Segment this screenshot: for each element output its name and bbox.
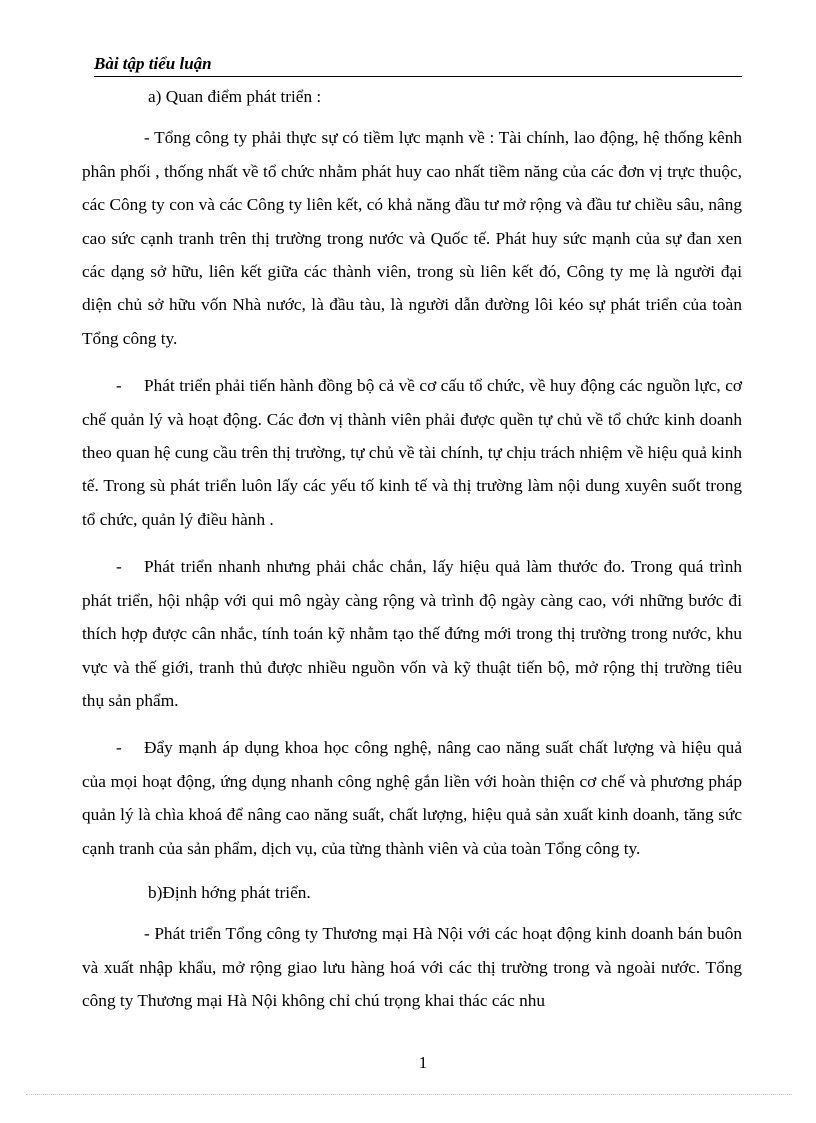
section-a-heading: a) Quan điểm phát triển : — [148, 87, 322, 106]
bullet-text-3: Đẩy mạnh áp dụng khoa học công nghệ, nâng cao năng suất chất lượng và hiệu quả của mọi hoạt động, ứng dụng nhanh công nghệ gắn liền với hoàn thiện cơ chế và phương pháp quản lý là chìa khoá để nâng cao năng suất, chất lượng, hiệu quả sản xuất kinh doanh, tăng sức cạnh tranh của sản phẩm, dịch vụ, của từng thành viên và của toàn Tổng công ty. — [82, 738, 742, 858]
page-bottom-divider — [26, 1094, 792, 1095]
bullet-text-2: Phát triển nhanh nhưng phải chắc chắn, lấy hiệu quả làm thước đo. Trong quá trình phát triển, hội nhập với qui mô ngày càng rộng và trình độ ngày càng cao, với những bước đi thích hợp được cân nhắc, tính toán kỹ nhằm tạo thế đứng mới trong thị trường trong nước, khu vực và thế giới, tranh thủ được nhiều nguồn vốn và kỹ thuật tiến bộ, mở rộng thị trường tiêu thụ sản phẩm. — [82, 557, 742, 710]
page-header — [94, 52, 742, 77]
bullet-item-2 — [82, 550, 742, 717]
header-title: Bài tập tiểu luận — [94, 54, 212, 73]
bullet-item-1 — [82, 369, 742, 536]
bullet-dash-2: - — [116, 557, 122, 577]
bullet-item-3 — [82, 731, 742, 865]
section-a-intro-paragraph: - Tổng công ty phải thực sự có tiềm lực mạnh về : Tài chính, lao động, hệ thống kênh phân phối , thống nhất về tổ chức nhằm phát huy cao nhất tiềm năng của các đơn vị trực thuộc, các Công ty con và các Công ty liên kết, có khả năng đầu tư mở rộng và đầu tư chiều sâu, nâng cao sức cạnh tranh trên thị trường trong nước và Quốc tế. Phát huy sức mạnh của sự đan xen các dạng sở hữu, liên kết giữa các thành viên, trong sù liên kết đó, Công ty mẹ là người đại diện chủ sở hữu vốn Nhà nước, là đầu tàu, là người dẫn đường lôi kéo sự phát triển của toàn Tổng công ty. — [82, 128, 742, 348]
document-body — [82, 80, 742, 1018]
section-b-paragraph: - Phát triển Tổng công ty Thương mại Hà Nội với các hoạt động kinh doanh bán buôn và xuất nhập khẩu, mở rộng giao lưu hàng hoá với các thị trường trong và ngoài nước. Tổng công ty Thương mại Hà Nội không chỉ chú trọng khai thác các nhu — [82, 924, 742, 1011]
bullet-dash-1: - — [116, 376, 122, 396]
bullet-dash-3: - — [116, 738, 122, 758]
bullet-text-1: Phát triển phải tiến hành đồng bộ cả về cơ cấu tổ chức, về huy động các nguồn lực, cơ chế quản lý và hoạt động. Các đơn vị thành viên phải được quền tự chủ về tổ chức kinh doanh theo quan hệ cung cầu trên thị trường, tự chủ về tài chính, tự chịu trách nhiệm về hiệu quả kinh tế. Trong sù phát triển luôn lấy các yếu tố kinh tế và thị trường làm nội dung xuyên suốt trong tổ chức, quản lý điều hành . — [82, 376, 742, 529]
page-number: 1 — [418, 1053, 428, 1072]
section-b-heading: b)Định hớng phát triển. — [148, 882, 311, 902]
